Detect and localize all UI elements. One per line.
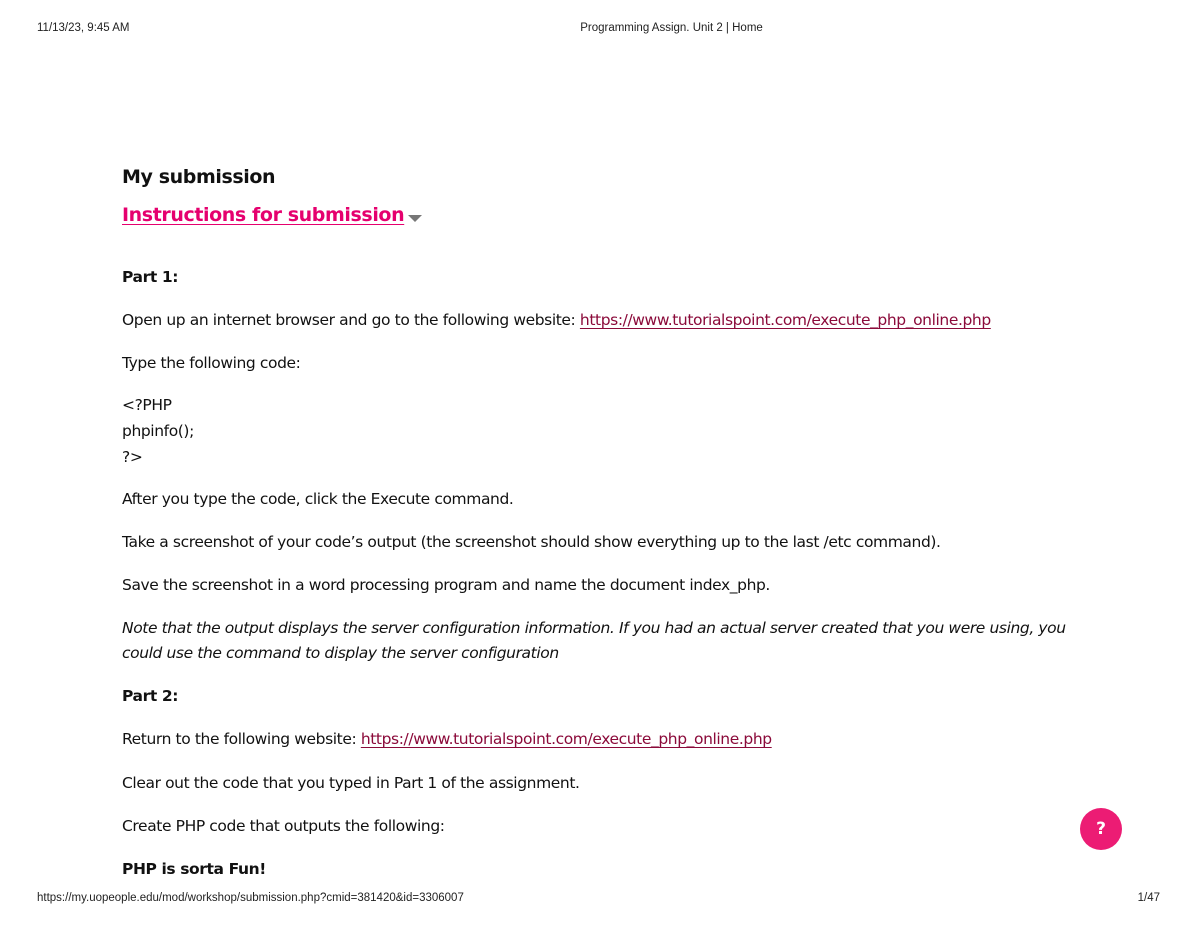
part2-return-text: Return to the following website: xyxy=(122,730,361,748)
part1-type-code-text: Type the following code: xyxy=(122,354,301,372)
submission-content xyxy=(122,160,1082,878)
part1-note-text: Note that the output displays the server configuration information. If you had an actual server created that you were using, you could use the command to display the server configuration xyxy=(122,619,1066,662)
part2-return-paragraph xyxy=(122,728,772,750)
page-title: My submission xyxy=(122,166,276,188)
part1-save-text: Save the screenshot in a word processing program and name the document index_php. xyxy=(122,576,770,594)
code-line: phpinfo(); xyxy=(122,422,194,440)
part2-clear-text: Clear out the code that you typed in Part 1 of the assignment. xyxy=(122,774,580,792)
part1-open-browser-text: Open up an internet browser and go to the following website: xyxy=(122,311,580,329)
print-url: https://my.uopeople.edu/mod/workshop/submission.php?cmid=381420&id=3306007 xyxy=(37,892,464,904)
part1-execute-text: After you type the code, click the Execute command. xyxy=(122,490,514,508)
part1-screenshot-text: Take a screenshot of your code’s output (the screenshot should show everything up to the last /etc command). xyxy=(122,533,941,551)
part2-output-text: PHP is sorta Fun! xyxy=(122,860,266,878)
part2-heading: Part 2: xyxy=(122,687,179,705)
code-line: <?PHP xyxy=(122,396,172,414)
print-page-title: Programming Assign. Unit 2 | Home xyxy=(580,22,763,34)
instructions-link[interactable]: Instructions for submission xyxy=(122,204,405,226)
part2-website-link[interactable]: https://www.tutorialspoint.com/execute_php_online.php xyxy=(360,730,772,748)
help-button[interactable] xyxy=(1080,808,1122,850)
instructions-toggle[interactable] xyxy=(122,202,1082,228)
code-line: ?> xyxy=(122,448,143,466)
part2-create-text: Create PHP code that outputs the following: xyxy=(122,817,445,835)
caret-down-icon[interactable] xyxy=(408,215,422,222)
part1-open-browser-paragraph xyxy=(122,309,991,331)
part1-website-link[interactable]: https://www.tutorialspoint.com/execute_php_online.php xyxy=(579,311,991,329)
print-page-number: 1/47 xyxy=(1137,892,1160,904)
part1-heading: Part 1: xyxy=(122,268,179,286)
print-header xyxy=(0,22,1200,38)
question-icon: ? xyxy=(1096,819,1106,839)
print-footer xyxy=(0,892,1200,908)
print-datetime: 11/13/23, 9:45 AM xyxy=(37,22,130,34)
